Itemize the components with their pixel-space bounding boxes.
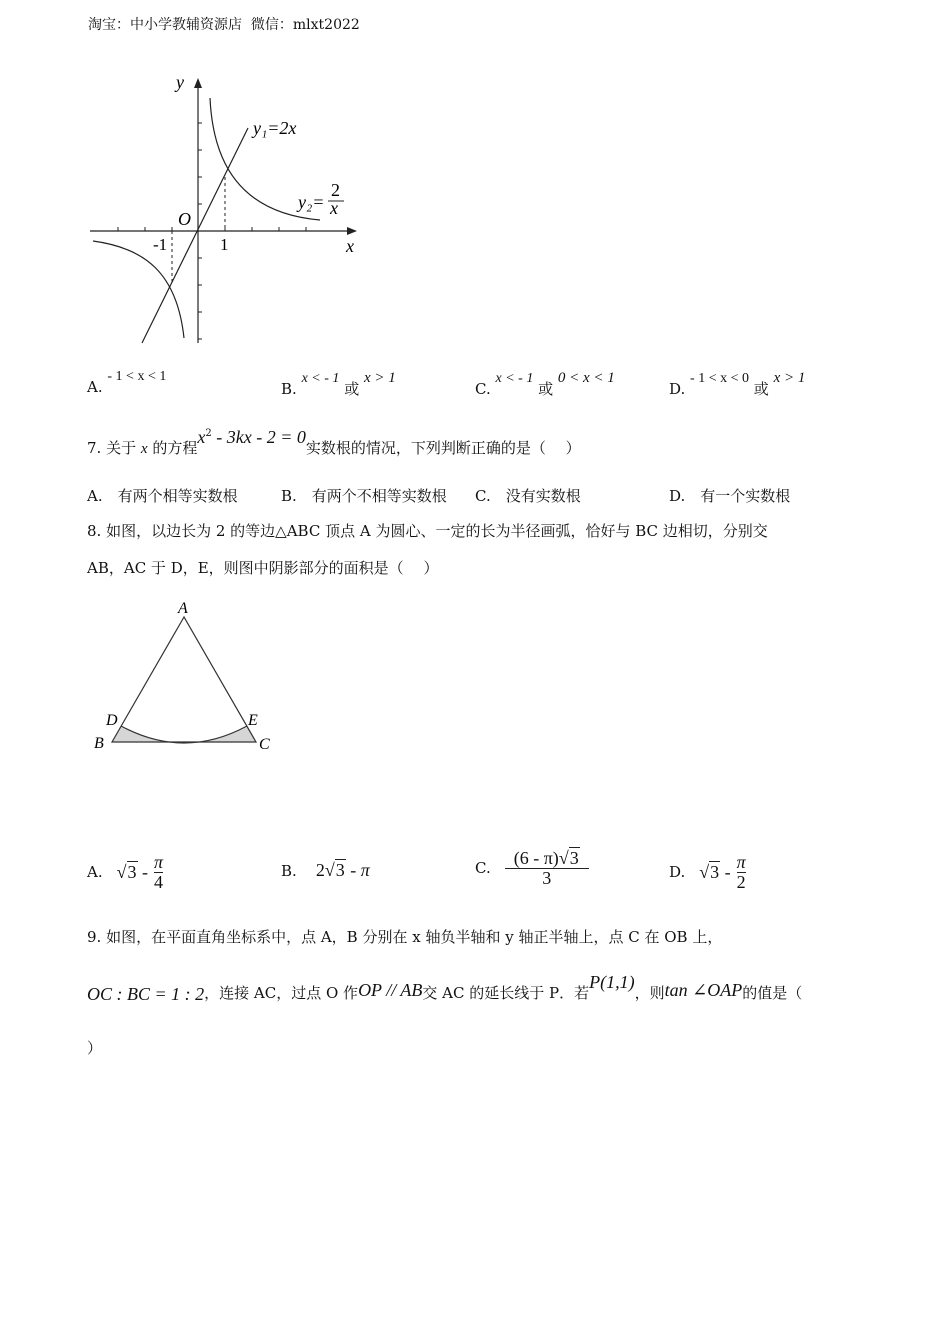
- q9-line-1: 9. 如图，在平面直角坐标系中，点 A，B 分别在 x 轴负半轴和 y 轴正半轴上，点 C 在 OB 上，: [87, 928, 723, 946]
- q7-text-pre: 关于: [106, 439, 137, 457]
- q8-option-a[interactable]: [87, 848, 163, 896]
- q9-close-paren: ）: [87, 1039, 103, 1057]
- q9-text-2: 交 AC 的延长线于 P．若: [422, 984, 590, 1002]
- fraction: [505, 849, 589, 888]
- q7-number: 7.: [87, 439, 102, 457]
- option-expr-1: x < - 1: [495, 371, 534, 386]
- label-b: B: [94, 735, 104, 752]
- denominator: 4: [154, 871, 164, 892]
- label-d: D: [106, 712, 118, 729]
- radicand: 3: [335, 860, 345, 880]
- hyperbola-label-num: 2: [331, 180, 340, 200]
- function-graph: [85, 68, 375, 353]
- question-7: [87, 427, 581, 458]
- q8-line-2: AB，AC 于 D，E，则图中阴影部分的面积是（ ）: [87, 559, 439, 577]
- header-shop: 淘宝：中小学教辅资源店: [88, 17, 242, 33]
- option-expr: 2√3 - π: [315, 860, 370, 880]
- x-axis-label: x: [346, 236, 354, 256]
- option-letter: C.: [475, 380, 491, 398]
- q6-option-a[interactable]: [87, 369, 167, 397]
- label-c: C: [259, 736, 270, 753]
- hyperbola-label-den: x: [330, 198, 338, 218]
- q9-text-3: ，则: [634, 984, 665, 1002]
- denominator: 3: [542, 867, 552, 888]
- y-axis-arrow: [194, 78, 202, 88]
- y-axis-label: y: [176, 72, 184, 92]
- q9-text-1: ，连接 AC，过点 O 作: [204, 984, 359, 1002]
- q9-tan: tan ∠OAP: [664, 980, 743, 1000]
- q6-option-c[interactable]: [475, 370, 615, 399]
- q8-option-b[interactable]: [281, 860, 370, 881]
- option-letter: A.: [87, 378, 103, 396]
- page-header: [88, 14, 360, 34]
- q7-var: x: [140, 441, 148, 457]
- option-letter: B.: [281, 380, 297, 398]
- header-wechat: 微信：mlxt2022: [250, 17, 360, 33]
- triangle-figure: [90, 595, 280, 755]
- q9-ratio: OC : BC = 1 : 2: [87, 984, 205, 1004]
- rest: - π: [350, 860, 370, 880]
- q7-option-d[interactable]: D. 有一个实数根: [669, 487, 791, 505]
- minus: -: [142, 861, 148, 882]
- numerator: π: [736, 851, 746, 872]
- q7-eq-x: x: [197, 427, 206, 447]
- origin-label: O: [178, 209, 191, 229]
- triangle-abc: [112, 617, 256, 742]
- q9-parallel: OP // AB: [358, 980, 423, 1000]
- numerator: π: [154, 851, 164, 872]
- q7-text-mid: 的方程: [152, 439, 198, 457]
- label-a: A: [178, 600, 188, 617]
- coefficient: 2: [315, 860, 325, 880]
- x-axis-arrow: [347, 227, 357, 235]
- option-letter: A.: [87, 863, 103, 881]
- q7-option-b[interactable]: B. 有两个不相等实数根: [281, 487, 447, 505]
- q9-point: P(1,1): [589, 972, 635, 992]
- q6-option-b[interactable]: [281, 370, 396, 399]
- q7-text-post: 实数根的情况，下列判断正确的是（ ）: [305, 439, 581, 457]
- label-e: E: [248, 712, 258, 729]
- q7-option-c[interactable]: C. 没有实数根: [475, 487, 581, 505]
- q6-option-d[interactable]: [669, 370, 806, 399]
- hyperbola-label-prefix: y₂=: [298, 192, 325, 212]
- denominator: 2: [736, 871, 746, 892]
- option-letter: C.: [475, 859, 491, 877]
- option-letter: D.: [669, 863, 686, 881]
- option-expr-1: - 1 < x < 0: [690, 371, 749, 386]
- option-expr: √3 -: [699, 861, 731, 882]
- line-label: y₁=2x: [253, 118, 297, 138]
- hyperbola-branch-left: [93, 241, 184, 338]
- q8-option-d[interactable]: [669, 848, 746, 896]
- option-letter: D.: [669, 380, 686, 398]
- option-expr: - 1 < x < 1: [107, 369, 167, 384]
- option-expr-2: 0 < x < 1: [557, 370, 615, 386]
- option-expr: √3 -: [116, 861, 148, 882]
- shaded-region: [112, 726, 256, 743]
- option-or: 或: [344, 380, 360, 398]
- option-or: 或: [538, 380, 554, 398]
- tick-label-1: 1: [220, 235, 229, 254]
- radicand: 3: [569, 847, 579, 868]
- q7-eq-sup: 2: [205, 428, 212, 439]
- q9-text-4: 的值是（: [742, 984, 803, 1002]
- q7-equation: [197, 427, 306, 448]
- option-expr-2: x > 1: [773, 370, 806, 386]
- radicand: 3: [127, 861, 137, 882]
- q8-line-1: 8. 如图，以边长为 2 的等边△ABC 顶点 A 为圆心、一定的长为半径画弧，恰好与 BC 边相切，分别交: [87, 522, 768, 540]
- numerator-paren: (6 - π): [513, 847, 559, 868]
- fraction: [737, 853, 746, 892]
- tick-label-neg1: -1: [153, 235, 168, 254]
- option-expr-2: x > 1: [363, 370, 396, 386]
- fraction: [154, 853, 163, 892]
- q8-option-c[interactable]: [475, 840, 589, 896]
- option-letter: B.: [281, 862, 297, 880]
- numerator: (6 - π)√3: [513, 847, 579, 868]
- q7-eq-rest: - 3kx - 2 = 0: [211, 427, 306, 447]
- q9-line-2: [87, 972, 803, 1004]
- option-expr-1: x < - 1: [301, 371, 340, 386]
- minus: -: [724, 861, 731, 882]
- q7-option-a[interactable]: A. 有两个相等实数根: [87, 487, 238, 505]
- option-or: 或: [753, 380, 769, 398]
- radicand: 3: [710, 861, 720, 882]
